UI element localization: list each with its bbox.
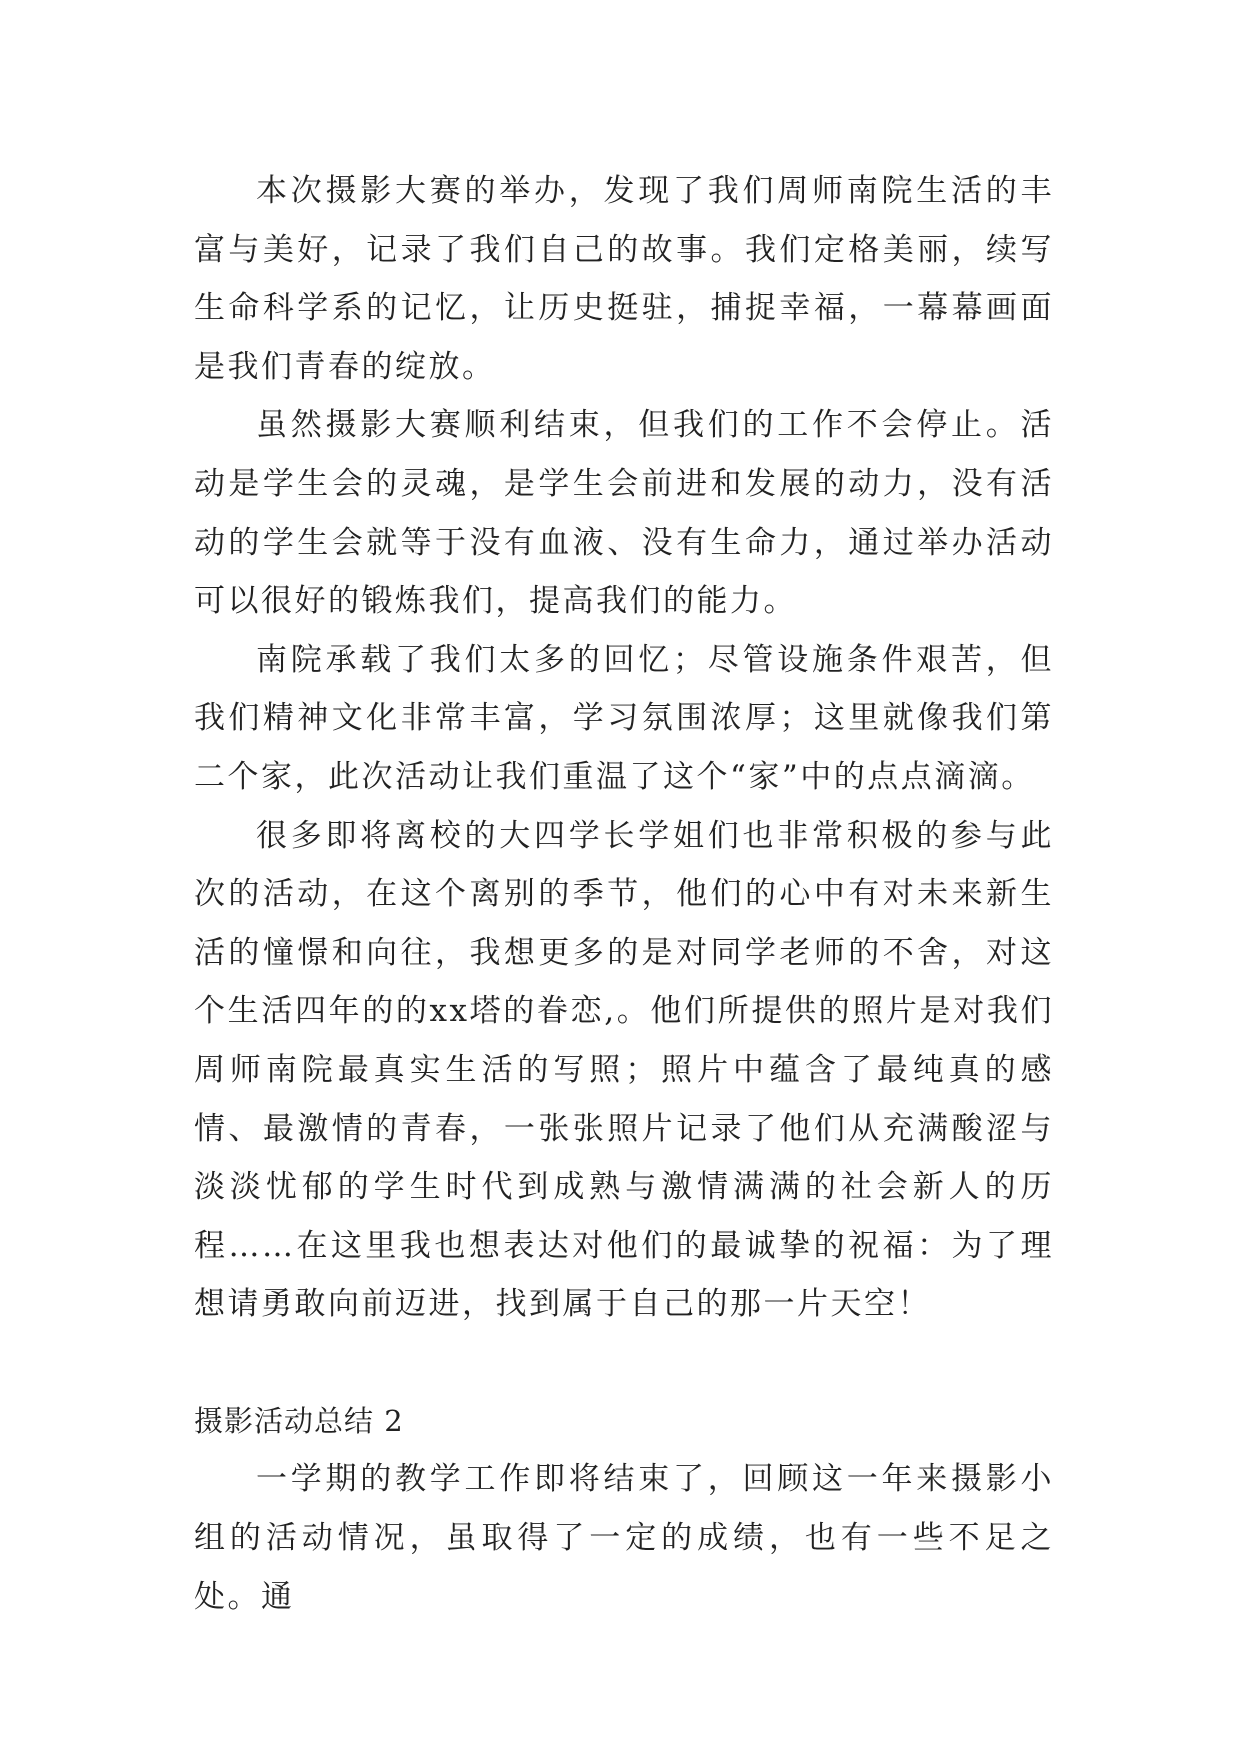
paragraph-4: 很多即将离校的大四学长学姐们也非常积极的参与此次的活动，在这个离别的季节，他们的心中有对未来新生活的憧憬和向往，我想更多的是对同学老师的不舍，对这个生活四年的的xx塔的眷恋,。他们所提供的照片是对我们周师南院最真实生活的写照；照片中蕴含了最纯真的感情、最激情的青春，一张张照片记录了他们从充满酸涩与淡淡忧郁的学生时代到成熟与激情满满的社会新人的历程……在这里我也想表达对他们的最诚挚的祝福：为了理想请勇敢向前迈进，找到属于自己的那一片天空！ bbox=[194, 817, 1054, 1323]
paragraph-1: 本次摄影大赛的举办，发现了我们周师南院生活的丰富与美好，记录了我们自己的故事。我们定格美丽，续写生命科学系的记忆，让历史挺驻，捕捉幸福，一幕幕画面是我们青春的绽放。 bbox=[194, 173, 1054, 385]
paragraph-2: 虽然摄影大赛顺利结束，但我们的工作不会停止。活动是学生会的灵魂，是学生会前进和发展的动力，没有活动的学生会就等于没有血液、没有生命力，通过举办活动可以很好的锻炼我们，提高我们的能力。 bbox=[194, 407, 1054, 620]
section-heading: 摄影活动总结 2 bbox=[194, 1403, 404, 1438]
document-body bbox=[194, 162, 1054, 1626]
paragraph-3: 南院承载了我们太多的回忆；尽管设施条件艰苦，但我们精神文化非常丰富，学习氛围浓厚；这里就像我们第二个家，此次活动让我们重温了这个“家”中的点点滴滴。 bbox=[194, 641, 1054, 795]
section-paragraph: 一学期的教学工作即将结束了，回顾这一年来摄影小组的活动情况，虽取得了一定的成绩，也有一些不足之处。通 bbox=[194, 1461, 1054, 1615]
